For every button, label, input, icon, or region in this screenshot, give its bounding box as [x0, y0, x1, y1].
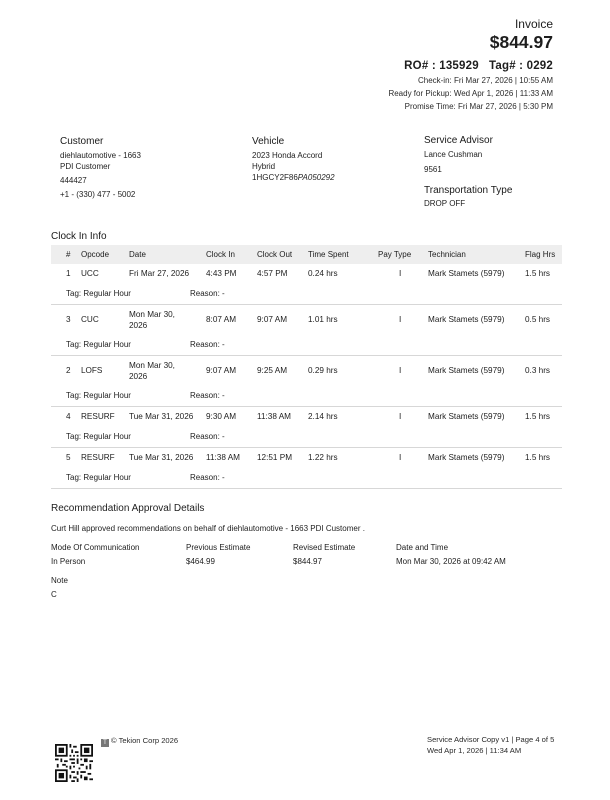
- reason-value: -: [222, 473, 225, 482]
- qr-code: [55, 744, 93, 782]
- row-time-spent: 0.24 hrs: [308, 269, 338, 278]
- customer-name: diehlautomotive - 1663: [60, 151, 141, 160]
- invoice-total: $844.97: [489, 32, 553, 52]
- reason-text: [190, 289, 225, 298]
- row-opcode: CUC: [81, 315, 99, 324]
- transportation-type: DROP OFF: [424, 199, 466, 208]
- row-clock-out: 9:25 AM: [257, 366, 288, 375]
- tag-value: Regular Hour: [83, 289, 131, 298]
- row-clock-in: 8:07 AM: [206, 315, 237, 324]
- table-row: [51, 356, 562, 388]
- tag-label: Tag:: [66, 473, 82, 482]
- row-pay-type: I: [399, 453, 402, 462]
- row-date: Mon Mar 30, 2026: [129, 361, 175, 381]
- advisor-id: 9561: [424, 164, 442, 174]
- customer-name-line2: PDI Customer: [60, 161, 111, 171]
- promise-time: Promise Time: Fri Mar 27, 2026 | 5:30 PM: [404, 102, 553, 111]
- row-flag-hrs: 1.5 hrs: [525, 412, 551, 421]
- row-opcode: RESURF: [81, 412, 115, 421]
- row-date: Tue Mar 31, 2026: [129, 412, 194, 421]
- table-row: [51, 448, 562, 470]
- vehicle-vin: [252, 172, 335, 185]
- row-flag-hrs: 1.5 hrs: [525, 269, 551, 278]
- vehicle-model: 2023 Honda Accord: [252, 151, 323, 160]
- table-header: [51, 245, 562, 264]
- row-flag-hrs: 0.3 hrs: [525, 366, 551, 375]
- row-number: 3: [66, 315, 71, 324]
- customer-section: [60, 136, 141, 201]
- reason-value: -: [222, 391, 225, 400]
- checkin-time: Check-in: Fri Mar 27, 2026 | 10:55 AM: [417, 76, 553, 85]
- table-row: [51, 407, 562, 429]
- row-opcode: UCC: [81, 269, 99, 278]
- tag-label: Tag:: [66, 289, 82, 298]
- col-header-time-spent: Time Spent: [308, 250, 349, 259]
- col-header-flag-hrs: Flag Hrs: [525, 250, 556, 259]
- col-header-number: #: [66, 250, 71, 259]
- service-advisor-section: [424, 135, 512, 211]
- col-header-technician: Technician: [428, 250, 466, 259]
- row-time-spent: 2.14 hrs: [308, 412, 338, 421]
- row-clock-out: 9:07 AM: [257, 315, 288, 324]
- clock-in-table: [51, 245, 562, 489]
- recommendation-statement: Curt Hill approved recommendations on behalf of diehlautomotive - 1663 PDI Customer .: [51, 524, 365, 533]
- tag-text: [66, 391, 131, 400]
- reason-label: Reason:: [190, 340, 220, 349]
- row-clock-in: 9:30 AM: [206, 412, 237, 421]
- vehicle-heading: Vehicle: [252, 136, 285, 147]
- vin-prefix: 1HGCY2F86: [252, 173, 298, 182]
- table-row: [51, 264, 562, 286]
- row-clock-out: 12:51 PM: [257, 453, 293, 462]
- row-clock-in: 11:38 AM: [206, 453, 240, 462]
- reason-text: [190, 391, 225, 400]
- reason-value: -: [222, 432, 225, 441]
- row-tag-info: [51, 337, 562, 356]
- copyright-text: © Tekion Corp 2026: [111, 736, 179, 745]
- reason-label: Reason:: [190, 432, 220, 441]
- tag-text: [66, 432, 131, 441]
- tag-label: Tag:: [66, 432, 82, 441]
- row-pay-type: I: [399, 366, 402, 375]
- tag-text: [66, 473, 131, 482]
- row-clock-out: 4:57 PM: [257, 269, 288, 278]
- reason-text: [190, 340, 225, 349]
- reason-label: Reason:: [190, 391, 220, 400]
- clock-in-title: Clock In Info: [51, 231, 107, 242]
- row-flag-hrs: 1.5 hrs: [525, 453, 551, 462]
- vin-suffix: PA050292: [297, 173, 335, 182]
- row-time-spent: 1.22 hrs: [308, 453, 338, 462]
- row-tag-info: [51, 429, 562, 448]
- transportation-heading: Transportation Type: [424, 185, 513, 196]
- row-number: 4: [66, 412, 71, 421]
- tag-value: Regular Hour: [83, 340, 131, 349]
- invoice-label: Invoice: [514, 17, 553, 31]
- col-header-clock-out: Clock Out: [257, 250, 293, 259]
- date-time-value: Mon Mar 30, 2026 at 09:42 AM: [396, 557, 506, 566]
- ready-for-pickup-time: Ready for Pickup: Wed Apr 1, 2026 | 11:33 AM: [388, 89, 553, 98]
- reason-value: -: [222, 289, 225, 298]
- row-technician: Mark Stamets (5979): [428, 366, 505, 375]
- row-technician: Mark Stamets (5979): [428, 269, 505, 278]
- row-number: 2: [66, 366, 71, 375]
- row-date: Tue Mar 31, 2026: [129, 453, 194, 462]
- row-opcode: RESURF: [81, 453, 115, 462]
- reason-text: [190, 432, 225, 441]
- revised-estimate-value: $844.97: [293, 557, 322, 566]
- row-clock-out: 11:38 AM: [257, 412, 291, 421]
- revised-estimate-label: Revised Estimate: [293, 543, 356, 552]
- row-technician: Mark Stamets (5979): [428, 315, 505, 324]
- row-number: 1: [66, 269, 71, 278]
- vehicle-trim: Hybrid: [252, 161, 276, 171]
- row-flag-hrs: 0.5 hrs: [525, 315, 551, 324]
- tekion-logo-icon: T: [101, 739, 109, 747]
- row-number: 5: [66, 453, 71, 462]
- tag-value: Regular Hour: [83, 391, 131, 400]
- footer-copy-info: Service Advisor Copy v1 | Page 4 of 5: [427, 735, 555, 744]
- tag-text: [66, 289, 131, 298]
- advisor-heading: Service Advisor: [424, 135, 493, 146]
- col-header-date: Date: [129, 250, 146, 259]
- ro-tag-line: RO# : 135929 Tag# : 0292: [404, 60, 553, 72]
- col-header-pay-type: Pay Type: [378, 250, 412, 259]
- note-label: Note: [51, 576, 68, 585]
- tag-value: Regular Hour: [83, 432, 131, 441]
- customer-id: 444427: [60, 176, 87, 185]
- row-tag-info: [51, 388, 562, 407]
- customer-heading: Customer: [60, 136, 104, 147]
- previous-estimate-value: $464.99: [186, 557, 215, 566]
- row-clock-in: 4:43 PM: [206, 269, 237, 278]
- row-tag-info: [51, 470, 562, 489]
- reason-label: Reason:: [190, 473, 220, 482]
- col-header-opcode: Opcode: [81, 250, 110, 259]
- note-value: C: [51, 590, 57, 599]
- row-pay-type: I: [399, 412, 402, 421]
- vehicle-section: [252, 136, 335, 185]
- row-pay-type: I: [399, 269, 402, 278]
- tag-value: Regular Hour: [83, 473, 131, 482]
- advisor-name: Lance Cushman: [424, 150, 483, 159]
- mode-of-communication-label: Mode Of Communication: [51, 543, 140, 552]
- row-technician: Mark Stamets (5979): [428, 412, 505, 421]
- tag-text: [66, 340, 131, 349]
- table-row: [51, 305, 562, 337]
- row-technician: Mark Stamets (5979): [428, 453, 505, 462]
- reason-value: -: [222, 340, 225, 349]
- col-header-clock-in: Clock In: [206, 250, 235, 259]
- date-time-label: Date and Time: [396, 543, 449, 552]
- footer-printed-time: Wed Apr 1, 2026 | 11:34 AM: [427, 746, 522, 755]
- row-opcode: LOFS: [81, 366, 103, 375]
- row-tag-info: [51, 286, 562, 305]
- row-time-spent: 1.01 hrs: [308, 315, 338, 324]
- row-time-spent: 0.29 hrs: [308, 366, 338, 375]
- mode-of-communication-value: In Person: [51, 557, 86, 566]
- tag-label: Tag:: [66, 340, 82, 349]
- reason-text: [190, 473, 225, 482]
- row-clock-in: 9:07 AM: [206, 366, 237, 375]
- row-date: Mon Mar 30, 2026: [129, 310, 175, 330]
- customer-phone: +1 - (330) 477 - 5002: [60, 189, 136, 199]
- footer-copyright: [101, 736, 178, 747]
- previous-estimate-label: Previous Estimate: [186, 543, 251, 552]
- row-date: Fri Mar 27, 2026: [129, 269, 190, 278]
- recommendation-title: Recommendation Approval Details: [51, 503, 205, 514]
- tag-label: Tag:: [66, 391, 82, 400]
- row-pay-type: I: [399, 315, 402, 324]
- reason-label: Reason:: [190, 289, 220, 298]
